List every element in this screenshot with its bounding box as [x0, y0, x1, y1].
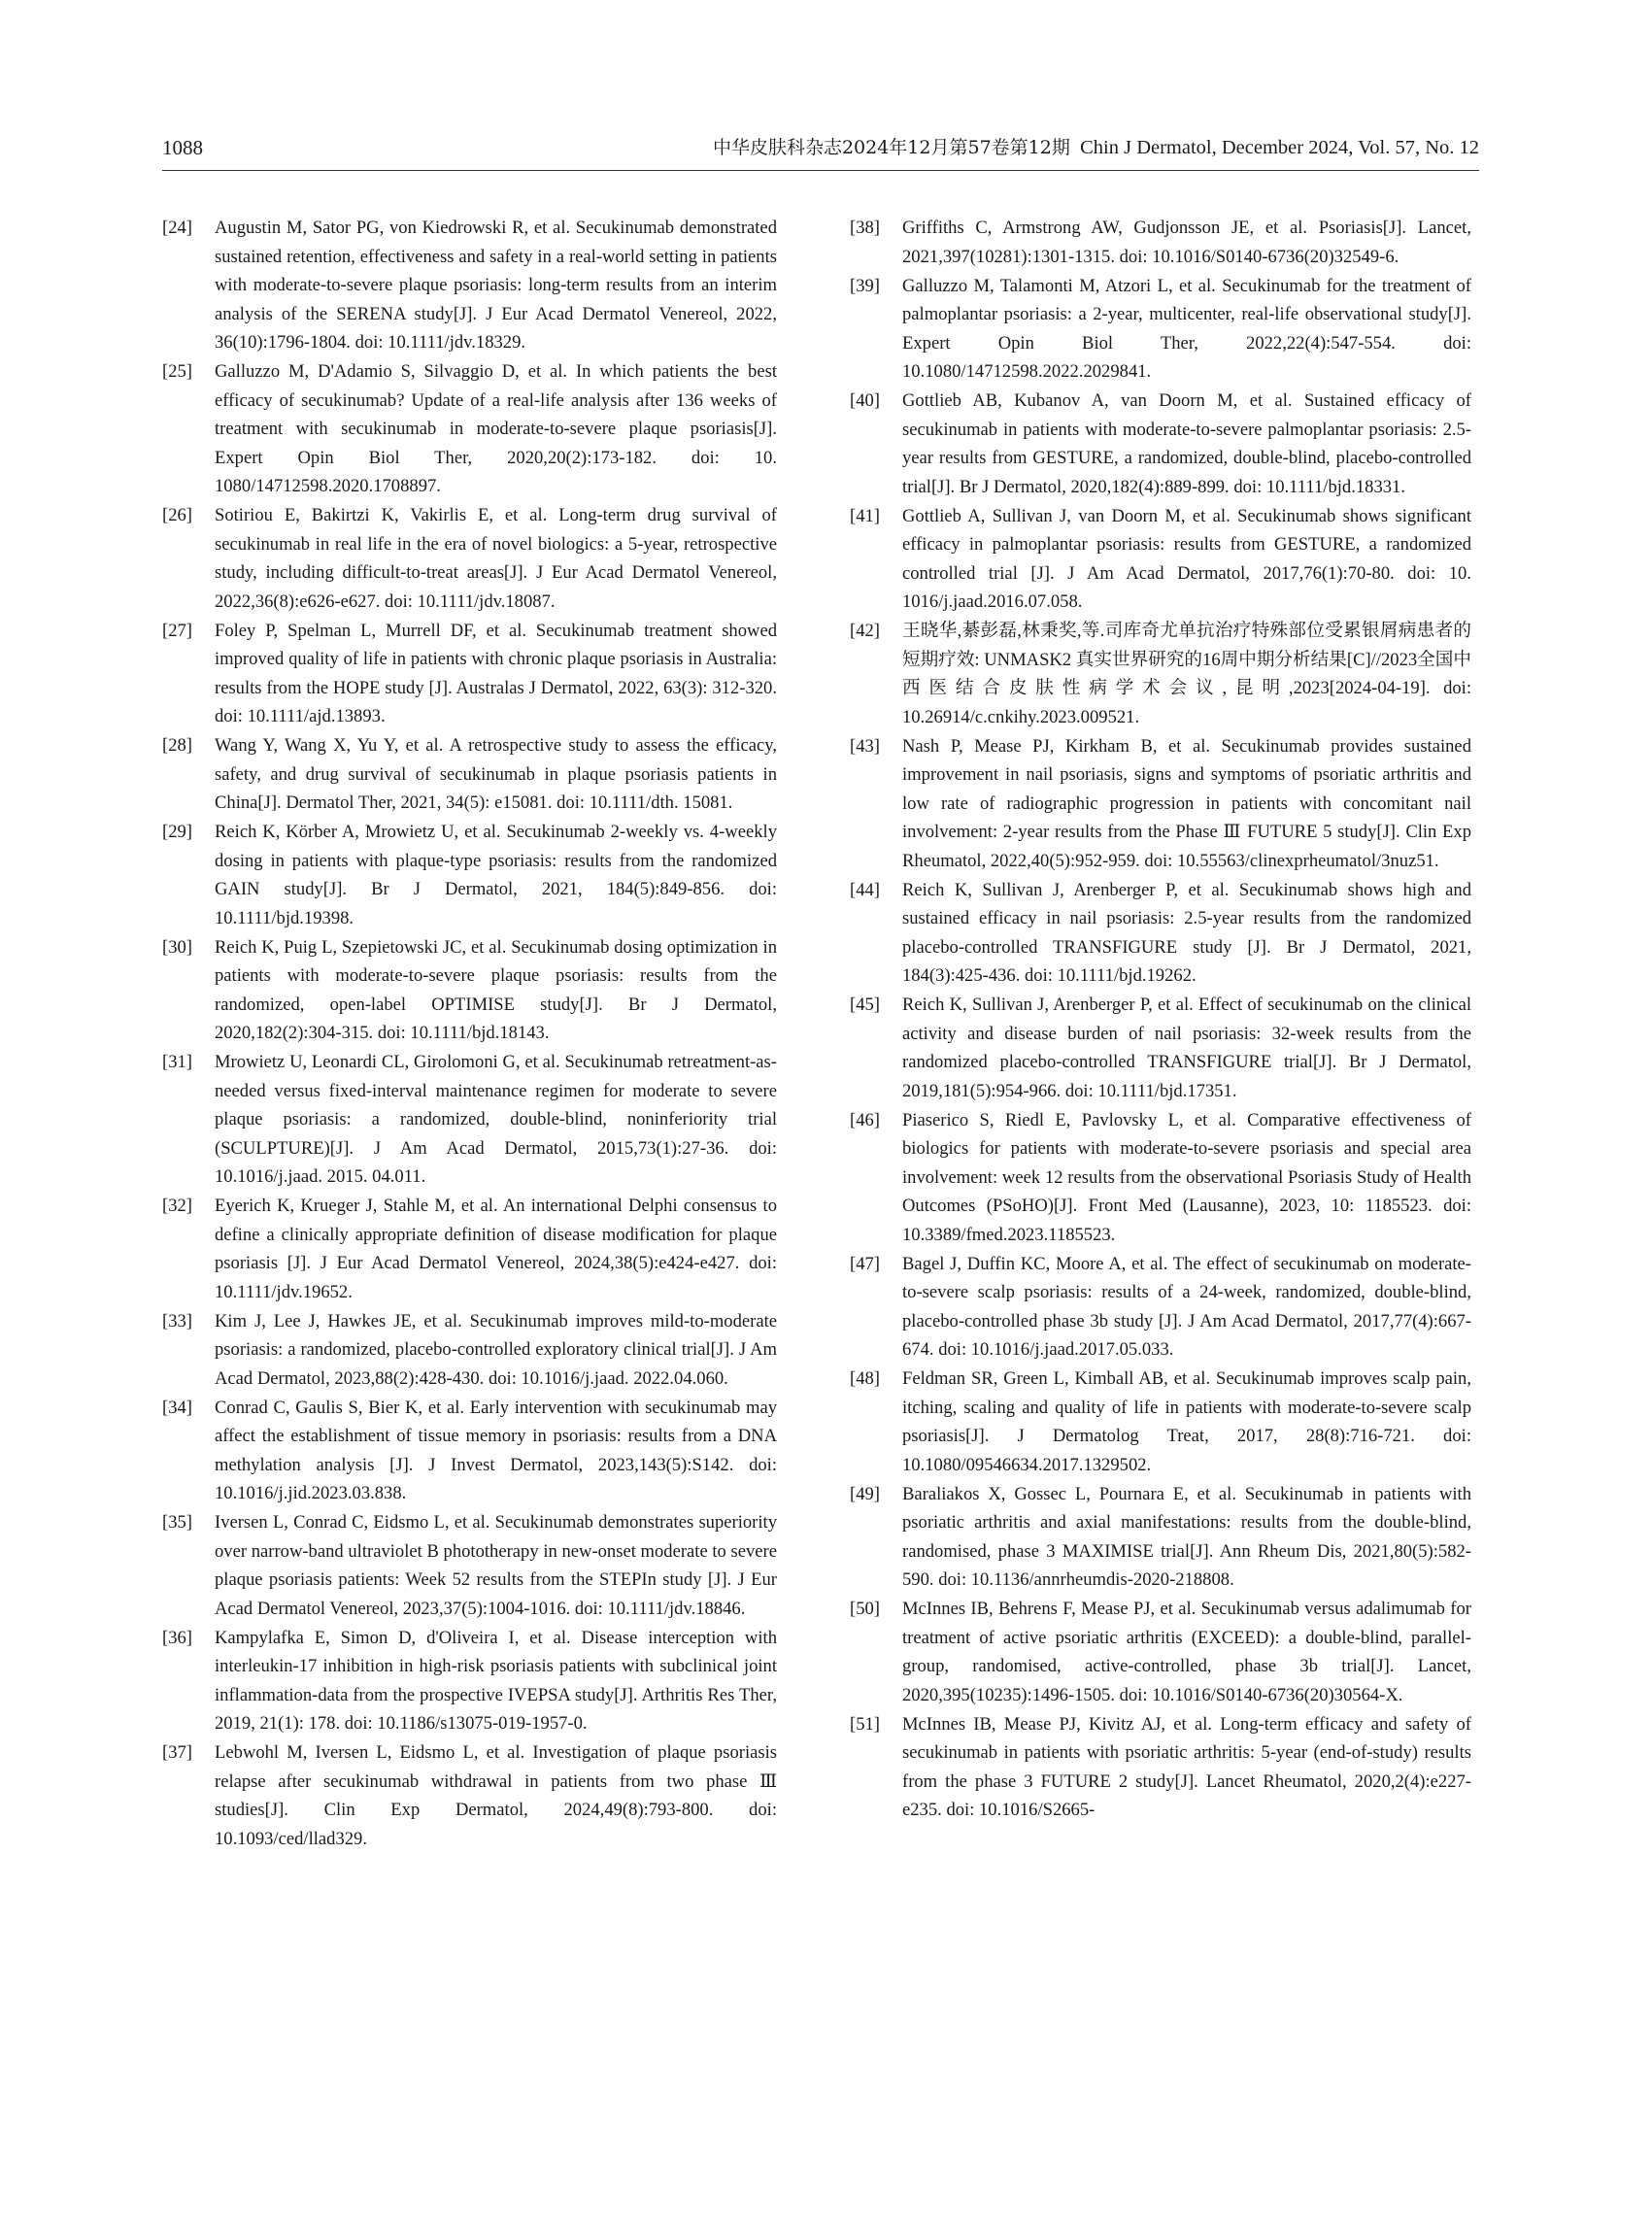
reference-item [162, 1192, 777, 1306]
reference-number: [26] [162, 505, 192, 525]
reference-text: Feldman SR, Green L, Kimball AB, et al. Secukinumab improves scalp pain, itching, scaling and quality of life in patients with moderate-to-severe scalp psoriasis[J]. J Dermatolog Treat, 2017, 28(8):716-721. doi: 10.1080/09546634.2017.1329502. [902, 1368, 1471, 1475]
reference-item [162, 933, 777, 1048]
reference-number: [49] [850, 1483, 880, 1504]
reference-number: [41] [850, 505, 880, 526]
reference-number: [45] [850, 995, 880, 1015]
reference-number: [51] [850, 1713, 880, 1735]
reference-item [850, 732, 1471, 876]
reference-text: Reich K, Puig L, Szepietowski JC, et al. Secukinumab dosing optimization in patients with moderate-to-severe plaque psoriasis: results from the randomized, open-label OPTIMISE study[J]. Br J Dermatol, 2020,182(2):304-315. doi: 10.1111/bjd.18143. [215, 936, 777, 1043]
reference-item [850, 876, 1471, 991]
reference-text: McInnes IB, Mease PJ, Kivitz AJ, et al. Long-term efficacy and safety of secukinumab in patients with psoriatic arthritis: 5-year (end-of-study) results from the phase 3 FUTURE 2 study[J]. Lancet Rheumatol, 2020,2(4):e227-e235. doi: 10.1016/S2665- [902, 1713, 1471, 1820]
reference-number: [24] [162, 218, 192, 238]
reference-text: Wang Y, Wang X, Yu Y, et al. A retrospective study to assess the efficacy, safety, and drug survival of secukinumab in plaque psoriasis patients in China[J]. Dermatol Ther, 2021, 34(5): e15081. doi: 10.1111/dth. 15081. [215, 735, 777, 813]
reference-text: Augustin M, Sator PG, von Kiedrowski R, et al. Secukinumab demonstrated sustained retention, effectiveness and safety in a real-world setting in patients with moderate-to-severe plaque psoriasis: long-term results from an interim analysis of the SERENA study[J]. J Eur Acad Dermatol Venereol, 2022, 36(10):1796-1804. doi: 10.1111/jdv.18329. [215, 218, 777, 353]
reference-item [162, 214, 777, 357]
reference-item [162, 501, 777, 616]
reference-item [850, 214, 1471, 271]
reference-text: Reich K, Sullivan J, Arenberger P, et al. Effect of secukinumab on the clinical activity and disease burden of nail psoriasis: 32-week results from the randomized placebo-controlled TRANSFIGURE trial[J]. Br J Dermatol, 2019,181(5):954-966. doi: 10.1111/bjd.17351. [902, 995, 1471, 1101]
reference-item [162, 818, 777, 932]
reference-number: [35] [162, 1512, 192, 1533]
journal-title-en: Chin J Dermatol, December 2024, Vol. 57, No. 12 [1080, 137, 1479, 158]
reference-number: [47] [850, 1253, 880, 1274]
reference-item [850, 1106, 1471, 1250]
reference-text: Galluzzo M, Talamonti M, Atzori L, et al. Secukinumab for the treatment of palmoplantar psoriasis: a 2-year, multicenter, real-life observational study[J]. Expert Opin Biol Ther, 2022,22(4):547-554. doi: 10.1080/14712598.2022.2029841. [902, 275, 1471, 382]
references-right-column [850, 214, 1471, 1825]
reference-text: Baraliakos X, Gossec L, Pournara E, et al. Secukinumab in patients with psoriatic arthritis and axial manifestations: results from the double-blind, randomised, phase 3 MAXIMISE trial[J]. Ann Rheum Dis, 2021,80(5):582-590. doi: 10.1136/annrheumdis-2020-218808. [902, 1483, 1471, 1590]
reference-item [162, 357, 777, 501]
reference-text: Galluzzo M, D'Adamio S, Silvaggio D, et al. In which patients the best efficacy of secukinumab? Update of a real-life analysis after 136 weeks of treatment with secukinumab in moderate-to-severe plaque psoriasis[J]. Expert Opin Biol Ther, 2020,20(2):173-182. doi: 10. 1080/14712598.2020.1708897. [215, 361, 777, 496]
reference-number: [25] [162, 361, 192, 382]
reference-item [850, 1595, 1471, 1709]
reference-item [162, 1624, 777, 1738]
reference-item [162, 617, 777, 731]
reference-text: Nash P, Mease PJ, Kirkham B, et al. Secukinumab provides sustained improvement in nail psoriasis, signs and symptoms of psoriatic arthritis and low rate of radiographic progression in patients with concomitant nail involvement: 2-year results from the Phase Ⅲ FUTURE 5 study[J]. Clin Exp Rheumatol, 2022,40(5):952-959. doi: 10.55563/clinexprheumatol/3nuz51. [902, 735, 1471, 871]
reference-text: Gottlieb A, Sullivan J, van Doorn M, et al. Secukinumab shows significant efficacy in palmoplantar psoriasis: results from GESTURE, a randomized controlled trial [J]. J Am Acad Dermatol, 2017,76(1):70-80. doi: 10. 1016/j.jaad.2016.07.058. [902, 505, 1471, 612]
reference-text: Sotiriou E, Bakirtzi K, Vakirlis E, et al. Long-term drug survival of secukinumab in real life in the era of novel biologics: a 5-year, retrospective study, including difficult-to-treat areas[J]. J Eur Acad Dermatol Venereol, 2022,36(8):e626-e627. doi: 10.1111/jdv.18087. [215, 505, 777, 612]
reference-number: [43] [850, 735, 880, 757]
reference-item [850, 1250, 1471, 1365]
reference-item [850, 991, 1471, 1105]
reference-text: Griffiths C, Armstrong AW, Gudjonsson JE, et al. Psoriasis[J]. Lancet, 2021,397(10281):1301-1315. doi: 10.1016/S0140-6736(20)32549-6. [902, 218, 1471, 267]
journal-title-cn: 中华皮肤科杂志2024年12月第57卷第12期 [712, 137, 1070, 158]
reference-item [162, 1394, 777, 1508]
reference-text: Gottlieb AB, Kubanov A, van Doorn M, et al. Sustained efficacy of secukinumab in patients with moderate-to-severe palmoplantar psoriasis: 2.5-year results from GESTURE, a randomized, double-blind, placebo-controlled trial[J]. Br J Dermatol, 2020,182(4):889-899. doi: 10.1111/bjd.18331. [902, 390, 1471, 497]
reference-item [162, 1307, 777, 1394]
running-head [713, 133, 1479, 162]
reference-item [162, 1048, 777, 1192]
reference-text: Iversen L, Conrad C, Eidsmo L, et al. Secukinumab demonstrates superiority over narrow-band ultraviolet B phototherapy in new-onset moderate to severe plaque psoriasis patients: Week 52 results from the STEPIn study [J]. J Eur Acad Dermatol Venereol, 2023,37(5):1004-1016. doi: 10.1111/jdv.18846. [215, 1512, 777, 1619]
reference-number: [38] [850, 218, 880, 238]
reference-item [850, 617, 1471, 731]
reference-text: McInnes IB, Behrens F, Mease PJ, et al. Secukinumab versus adalimumab for treatment of active psoriatic arthritis (EXCEED): a double-blind, parallel-group, randomised, active-controlled, phase 3b trial[J]. Lancet, 2020,395(10235):1496-1505. doi: 10.1016/S0140-6736(20)30564-X. [902, 1599, 1471, 1705]
reference-number: [30] [162, 936, 192, 958]
reference-text: Conrad C, Gaulis S, Bier K, et al. Early intervention with secukinumab may affect the establishment of tissue memory in psoriasis: results from a DNA methylation analysis [J]. J Invest Dermatol, 2023,143(5):S142. doi: 10.1016/j.jid.2023.03.838. [215, 1397, 777, 1503]
reference-number: [29] [162, 822, 192, 842]
reference-text: Lebwohl M, Iversen L, Eidsmo L, et al. Investigation of plaque psoriasis relapse after secukinumab withdrawal in patients from two phase Ⅲ studies[J]. Clin Exp Dermatol, 2024,49(8):793-800. doi: 10.1093/ced/llad329. [215, 1742, 777, 1849]
reference-text: 王晓华,綦彭磊,林秉奖,等.司库奇尤单抗治疗特殊部位受累银屑病患者的短期疗效: UNMASK2 真实世界研究的16周中期分析结果[C]//2023全国中西医结合皮肤性病学术会议,昆明,2023[2024-04-19]. doi: 10.26914/c.cnkihy.2023.009521. [902, 621, 1471, 727]
reference-number: [44] [850, 879, 880, 900]
reference-text: Piaserico S, Riedl E, Pavlovsky L, et al. Comparative effectiveness of biologics for patients with moderate-to-severe psoriasis and special area involvement: week 12 results from the observational Psoriasis Study of Health Outcomes (PSoHO)[J]. Front Med (Lausanne), 2023, 10: 1185523. doi: 10.3389/fmed.2023.1185523. [902, 1109, 1471, 1245]
reference-number: [37] [162, 1742, 192, 1763]
reference-number: [42] [850, 621, 880, 641]
page-header [162, 133, 1479, 171]
reference-number: [28] [162, 735, 192, 756]
page-number: 1088 [162, 136, 203, 159]
reference-item [850, 272, 1471, 387]
reference-item [850, 1365, 1471, 1479]
reference-item [162, 731, 777, 818]
reference-text: Reich K, Sullivan J, Arenberger P, et al. Secukinumab shows high and sustained efficacy in nail psoriasis: 2.5-year results from the randomized placebo-controlled TRANSFIGURE study [J]. Br J Dermatol, 2021, 184(3):425-436. doi: 10.1111/bjd.19262. [902, 879, 1471, 986]
reference-number: [32] [162, 1196, 192, 1216]
reference-number: [46] [850, 1109, 880, 1130]
reference-item [850, 1480, 1471, 1595]
reference-text: Kim J, Lee J, Hawkes JE, et al. Secukinumab improves mild-to-moderate psoriasis: a randomized, placebo-controlled exploratory clinical trial[J]. J Am Acad Dermatol, 2023,88(2):428-430. doi: 10.1016/j.jaad. 2022.04.060. [215, 1310, 777, 1389]
reference-number: [50] [850, 1599, 880, 1619]
reference-item [850, 1710, 1471, 1825]
reference-text: Kampylafka E, Simon D, d'Oliveira I, et al. Disease interception with interleukin-17 inhibition in high-risk psoriasis patients with subclinical joint inflammation-data from the prospective IVEPSA study[J]. Arthritis Res Ther, 2019, 21(1): 178. doi: 10.1186/s13075-019-1957-0. [215, 1627, 777, 1734]
reference-item [162, 1738, 777, 1853]
reference-item [850, 387, 1471, 501]
references-left-column [162, 214, 777, 1854]
reference-number: [40] [850, 390, 880, 411]
reference-number: [36] [162, 1627, 192, 1648]
reference-number: [27] [162, 620, 192, 641]
reference-text: Foley P, Spelman L, Murrell DF, et al. Secukinumab treatment showed improved quality of life in patients with chronic plaque psoriasis in Australia: results from the HOPE study [J]. Australas J Dermatol, 2022, 63(3): 312-320. doi: 10.1111/ajd.13893. [215, 620, 777, 726]
reference-number: [34] [162, 1397, 192, 1418]
reference-number: [39] [850, 275, 880, 296]
reference-text: Reich K, Körber A, Mrowietz U, et al. Secukinumab 2-weekly vs. 4-weekly dosing in patients with plaque-type psoriasis: results from the randomized GAIN study[J]. Br J Dermatol, 2021, 184(5):849-856. doi: 10.1111/bjd.19398. [215, 822, 777, 928]
reference-number: [48] [850, 1368, 880, 1389]
reference-text: Mrowietz U, Leonardi CL, Girolomoni G, et al. Secukinumab retreatment-as-needed versus fixed-interval maintenance regimen for moderate to severe plaque psoriasis: a randomized, double-blind, noninferiority trial (SCULPTURE)[J]. J Am Acad Dermatol, 2015,73(1):27-36. doi: 10.1016/j.jaad. 2015. 04.011. [215, 1052, 777, 1187]
reference-number: [31] [162, 1052, 192, 1072]
reference-text: Eyerich K, Krueger J, Stahle M, et al. An international Delphi consensus to define a clinically appropriate definition of disease modification for plaque psoriasis [J]. J Eur Acad Dermatol Venereol, 2024,38(5):e424-e427. doi: 10.1111/jdv.19652. [215, 1196, 777, 1302]
reference-number: [33] [162, 1310, 192, 1332]
reference-item [162, 1508, 777, 1623]
reference-text: Bagel J, Duffin KC, Moore A, et al. The effect of secukinumab on moderate-to-severe scalp psoriasis: results of a 24-week, randomized, double-blind, placebo-controlled phase 3b study [J]. J Am Acad Dermatol, 2017,77(4):667-674. doi: 10.1016/j.jaad.2017.05.033. [902, 1253, 1471, 1360]
reference-item [850, 502, 1471, 617]
